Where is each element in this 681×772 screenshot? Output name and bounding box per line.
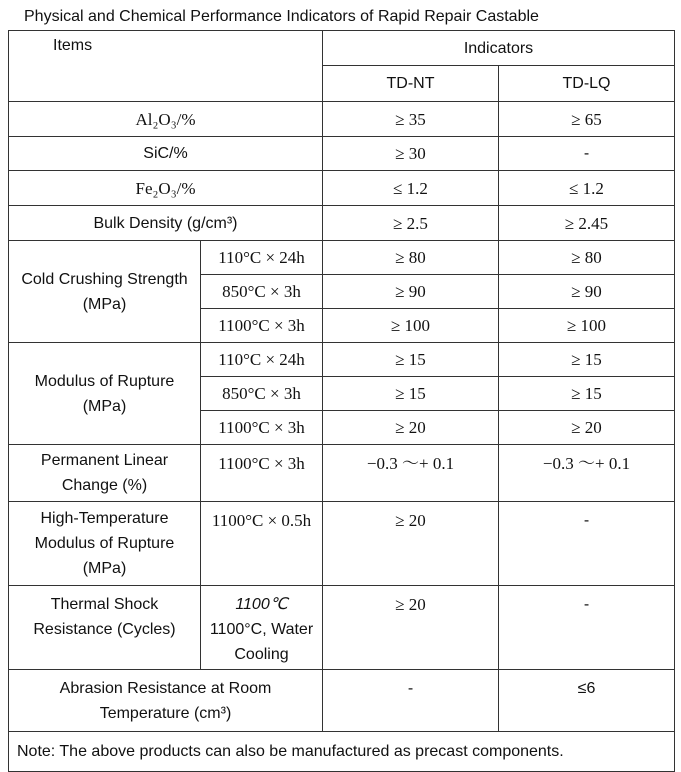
items-header: Items [9,31,323,102]
table-title: Physical and Chemical Performance Indicators of Rapid Repair Castable [24,8,539,25]
value-td-nt: ≥ 90 [323,275,499,309]
value-td-nt: ≥ 20 [323,502,499,586]
condition-cell: 850°C × 3h [201,275,323,309]
value-td-lq: - [499,586,675,670]
value-td-lq: ≥ 65 [499,102,675,137]
row-label: Abrasion Resistance at Room Temperature (cm³) [9,670,323,732]
table-row-sic [9,137,675,171]
value-td-nt: ≤ 1.2 [323,171,499,206]
value-td-nt: ≥ 15 [323,343,499,377]
value-td-lq: ≥ 15 [499,377,675,411]
condition-cell: 1100°C × 0.5h [201,502,323,586]
header-row [9,31,675,66]
condition-cell: 110°C × 24h [201,241,323,275]
row-label: High-Temperature Modulus of Rupture (MPa) [9,502,201,586]
row-label: Permanent Linear Change (%) [9,445,201,502]
product-header-td-lq: TD-LQ [499,66,675,102]
table-row-permanent-linear-change [9,445,675,502]
condition-cell: 1100°C × 3h [201,411,323,445]
note-row [9,732,675,772]
row-label: Thermal Shock Resistance (Cycles) [9,586,201,670]
value-td-lq: −0.3 ～+ 0.1 [499,445,675,502]
condition-desc: 1100°C, Water Cooling [209,621,314,663]
product-header-td-nt: TD-NT [323,66,499,102]
value-td-lq: ≥ 90 [499,275,675,309]
table-row-abrasion [9,670,675,732]
footnote: Note: The above products can also be manufactured as precast components. [9,732,675,772]
table-row-fe2o3 [9,171,675,206]
value-td-nt: ≥ 15 [323,377,499,411]
value-td-lq: ≤ 1.2 [499,171,675,206]
performance-table [8,30,675,772]
condition-cell: 1100°C × 3h [201,309,323,343]
value-td-nt: ≥ 2.5 [323,206,499,241]
value-td-nt: - [323,670,499,732]
value-td-lq: ≥ 15 [499,343,675,377]
value-td-nt: ≥ 80 [323,241,499,275]
table-row-al2o3 [9,102,675,137]
condition-cell [201,586,323,670]
condition-cell: 110°C × 24h [201,343,323,377]
condition-cell: 850°C × 3h [201,377,323,411]
row-label: Fe₂O₃/% [9,171,323,206]
condition-temp: 1100℃ [235,596,288,613]
value-td-nt: ≥ 100 [323,309,499,343]
value-td-nt: ≥ 20 [323,411,499,445]
row-label: Bulk Density (g/cm³) [9,206,323,241]
value-td-lq: ≥ 80 [499,241,675,275]
value-td-nt: ≥ 30 [323,137,499,171]
value-td-lq: - [499,502,675,586]
table-row-thermal-shock [9,586,675,670]
value-td-lq: ≥ 20 [499,411,675,445]
value-td-nt: ≥ 20 [323,586,499,670]
value-td-lq: ≥ 100 [499,309,675,343]
row-label: Cold Crushing Strength (MPa) [9,241,201,343]
row-label: Al₂O₃/% [9,102,323,137]
table-row-bulk-density [9,206,675,241]
value-td-nt: −0.3 ～+ 0.1 [323,445,499,502]
document [8,4,674,772]
table-row-mor-1 [9,343,675,377]
table-row-high-temp-mor [9,502,675,586]
row-label: Modulus of Rupture (MPa) [9,343,201,445]
value-td-lq: ≥ 2.45 [499,206,675,241]
value-td-lq: - [499,137,675,171]
row-label: SiC/% [9,137,323,171]
table-row-ccs-1 [9,241,675,275]
condition-cell: 1100°C × 3h [201,445,323,502]
value-td-lq: ≤6 [499,670,675,732]
value-td-nt: ≥ 35 [323,102,499,137]
indicators-header: Indicators [323,31,675,66]
